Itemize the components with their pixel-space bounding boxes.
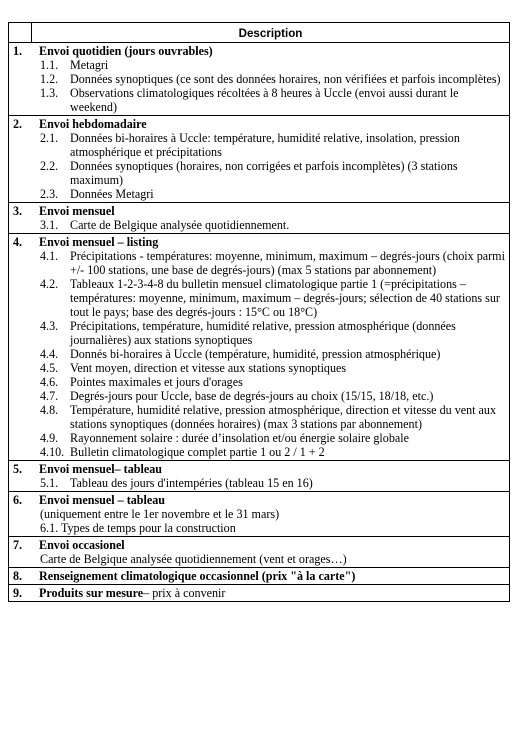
item-number: 4.4. bbox=[40, 347, 59, 361]
section-heading bbox=[13, 538, 505, 552]
list-item bbox=[13, 361, 505, 375]
section-line: (uniquement entre le 1er novembre et le 31 mars) bbox=[40, 507, 280, 521]
item-number: 4.9. bbox=[40, 431, 59, 445]
section-cell bbox=[9, 568, 510, 585]
section-heading bbox=[13, 493, 505, 507]
section-heading bbox=[13, 569, 505, 583]
item-number: 4.6. bbox=[40, 375, 59, 389]
item-text: Précipitations - températures: moyenne, minimum, maximum – degrés-jours (choix parmi +/- 100 stations, une base de degrés-jours) (max 5 stations par abonnement) bbox=[70, 249, 505, 277]
section-number: 6. bbox=[13, 493, 23, 507]
item-number: 4.7. bbox=[40, 389, 59, 403]
item-text: Rayonnement solaire : durée d’insolation et/ou énergie solaire globale bbox=[70, 431, 409, 445]
table-body bbox=[9, 43, 510, 602]
list-item bbox=[13, 187, 505, 201]
section-title: Envoi mensuel bbox=[39, 204, 115, 218]
item-text: Tableau des jours d'intempéries (tableau 15 en 16) bbox=[70, 476, 313, 490]
item-text: Tableaux 1-2-3-4-8 du bulletin mensuel climatologique partie 1 (=précipitations – températures: moyenne, minimum, maximum – degrés-jours; sélection de 40 stations sur tout le pays; base des degrés-jours : 15°C ou 18°C) bbox=[70, 277, 500, 319]
table-header-row bbox=[9, 23, 510, 43]
list-item bbox=[13, 347, 505, 361]
section-row bbox=[9, 234, 510, 461]
section-number: 7. bbox=[13, 538, 23, 552]
section-number: 8. bbox=[13, 569, 23, 583]
item-number: 2.2. bbox=[40, 159, 59, 173]
list-item bbox=[13, 131, 505, 159]
item-text: Degrés-jours pour Uccle, base de degrés-jours au choix (15/15, 18/18, etc.) bbox=[70, 389, 434, 403]
services-table bbox=[8, 22, 510, 602]
item-text: Données Metagri bbox=[70, 187, 154, 201]
list-item bbox=[13, 431, 505, 445]
document-page bbox=[8, 22, 510, 602]
section-number: 3. bbox=[13, 204, 23, 218]
item-text: Observations climatologiques récoltées à 8 heures à Uccle (envoi aussi durant le weekend) bbox=[70, 86, 459, 114]
section-title-suffix: – prix à convenir bbox=[143, 586, 226, 600]
item-text: Pointes maximales et jours d'orages bbox=[70, 375, 243, 389]
section-heading bbox=[13, 235, 505, 249]
list-item bbox=[13, 58, 505, 72]
section-number: 9. bbox=[13, 586, 23, 600]
list-item bbox=[13, 403, 505, 431]
item-number: 4.10. bbox=[40, 445, 65, 459]
section-cell bbox=[9, 537, 510, 568]
item-text: Données synoptiques (horaires, non corrigées et parfois incomplètes) (3 stations maximum) bbox=[70, 159, 458, 187]
section-row bbox=[9, 203, 510, 234]
list-item bbox=[13, 86, 505, 114]
section-heading bbox=[13, 117, 505, 131]
section-number: 4. bbox=[13, 235, 23, 249]
section-title: Envoi mensuel – listing bbox=[39, 235, 159, 249]
item-number: 3.1. bbox=[40, 218, 59, 232]
section-row bbox=[9, 568, 510, 585]
section-row bbox=[9, 537, 510, 568]
item-number: 1.1. bbox=[40, 58, 59, 72]
item-number: 1.2. bbox=[40, 72, 59, 86]
item-number: 4.8. bbox=[40, 403, 59, 417]
section-number: 5. bbox=[13, 462, 23, 476]
list-item bbox=[13, 277, 505, 319]
list-item bbox=[13, 72, 505, 86]
item-text: Données bi-horaires à Uccle: température, humidité relative, insolation, pression atmosphérique et précipitations bbox=[70, 131, 460, 159]
section-heading bbox=[13, 462, 505, 476]
section-line: 6.1. Types de temps pour la construction bbox=[40, 521, 236, 535]
section-row bbox=[9, 116, 510, 203]
section-cell bbox=[9, 43, 510, 116]
section-cell bbox=[9, 585, 510, 602]
section-title: Envoi mensuel– tableau bbox=[39, 462, 162, 476]
section-title: Renseignement climatologique occasionnel (prix "à la carte") bbox=[39, 569, 356, 583]
section-cell bbox=[9, 203, 510, 234]
item-text: Température, humidité relative, pression atmosphérique, direction et vitesse du vent aux stations synoptiques (données horaires) (max 3 stations par abonnement) bbox=[70, 403, 496, 431]
section-number: 1. bbox=[13, 44, 23, 58]
list-item bbox=[13, 159, 505, 187]
item-number: 4.2. bbox=[40, 277, 59, 291]
section-heading bbox=[13, 586, 505, 600]
section-heading bbox=[13, 44, 505, 58]
item-number: 5.1. bbox=[40, 476, 59, 490]
section-title: Envoi quotidien (jours ouvrables) bbox=[39, 44, 213, 58]
item-number: 2.1. bbox=[40, 131, 59, 145]
list-item bbox=[13, 249, 505, 277]
list-item bbox=[13, 319, 505, 347]
section-title: Envoi hebdomadaire bbox=[39, 117, 147, 131]
list-item bbox=[13, 389, 505, 403]
item-text: Données synoptiques (ce sont des données horaires, non vérifiées et parfois incomplètes) bbox=[70, 72, 501, 86]
item-text: Précipitations, température, humidité relative, pression atmosphérique (données journalières) aux stations synoptiques bbox=[70, 319, 456, 347]
item-text: Bulletin climatologique complet partie 1 ou 2 / 1 + 2 bbox=[70, 445, 325, 459]
section-row bbox=[9, 461, 510, 492]
section-title: Produits sur mesure bbox=[39, 586, 144, 600]
item-number: 2.3. bbox=[40, 187, 59, 201]
item-text: Donnés bi-horaires à Uccle (température, humidité, pression atmosphérique) bbox=[70, 347, 441, 361]
section-row bbox=[9, 585, 510, 602]
item-number: 4.1. bbox=[40, 249, 59, 263]
item-number: 4.3. bbox=[40, 319, 59, 333]
item-number: 1.3. bbox=[40, 86, 59, 100]
list-item bbox=[13, 218, 505, 232]
section-title: Envoi occasionel bbox=[39, 538, 125, 552]
section-cell bbox=[9, 234, 510, 461]
section-row bbox=[9, 492, 510, 537]
item-text: Metagri bbox=[70, 58, 109, 72]
header-number-cell bbox=[9, 23, 32, 43]
item-text: Carte de Belgique analysée quotidiennement. bbox=[70, 218, 290, 232]
item-number: 4.5. bbox=[40, 361, 59, 375]
section-number: 2. bbox=[13, 117, 23, 131]
header-description: Description bbox=[32, 23, 510, 43]
section-heading bbox=[13, 204, 505, 218]
section-line: Carte de Belgique analysée quotidiennement (vent et orages…) bbox=[40, 552, 347, 566]
section-cell bbox=[9, 461, 510, 492]
section-cell bbox=[9, 492, 510, 537]
section-cell bbox=[9, 116, 510, 203]
item-text: Vent moyen, direction et vitesse aux stations synoptiques bbox=[70, 361, 347, 375]
list-item bbox=[13, 476, 505, 490]
list-item bbox=[13, 445, 505, 459]
list-item bbox=[13, 375, 505, 389]
section-row bbox=[9, 43, 510, 116]
section-title: Envoi mensuel – tableau bbox=[39, 493, 165, 507]
